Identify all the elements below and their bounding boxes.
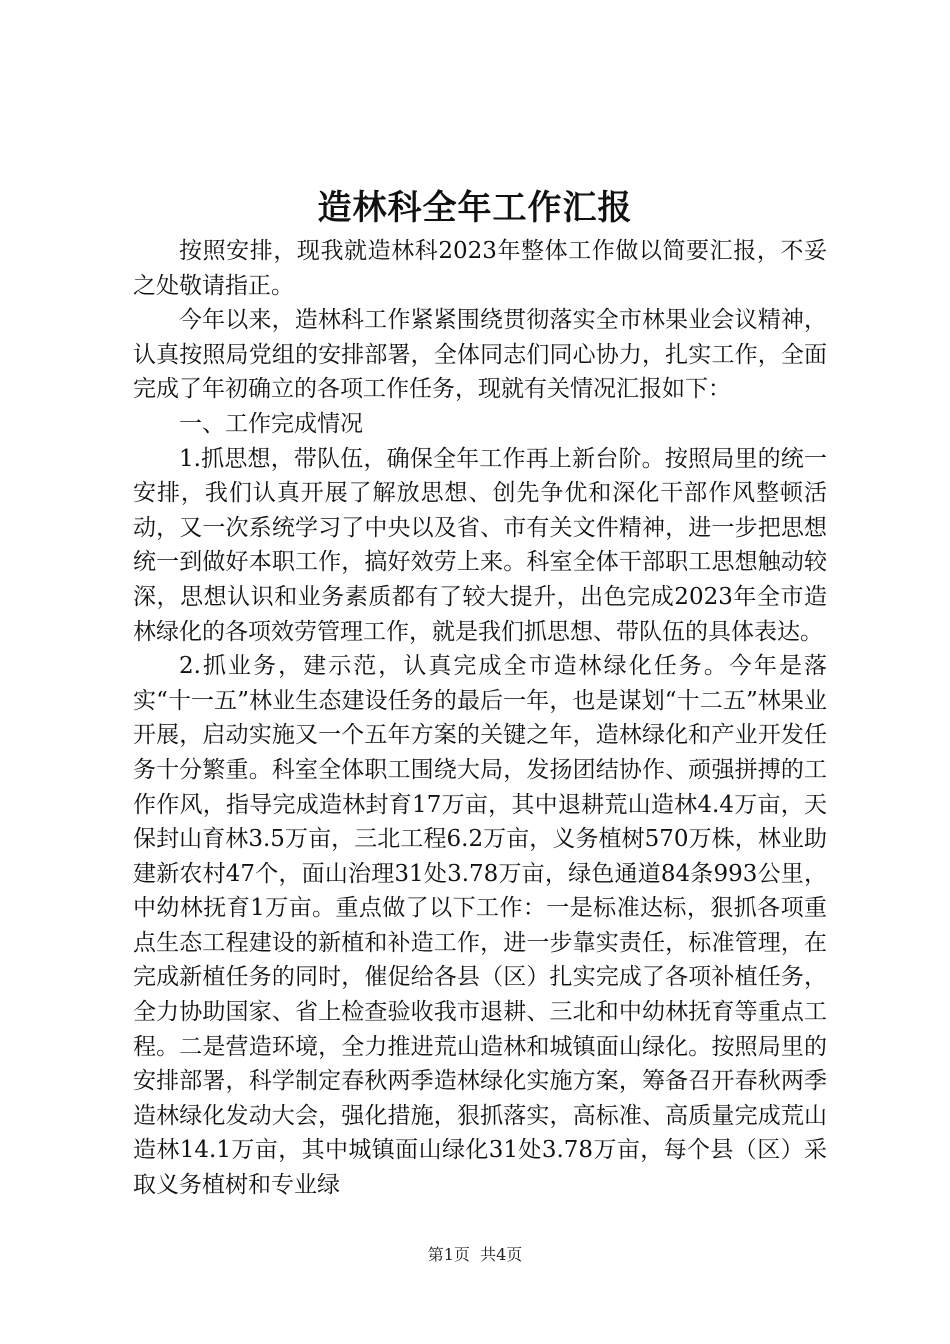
paragraph-overview: 今年以来，造林科工作紧紧围绕贯彻落实全市林果业会议精神，认真按照局党组的安排部署，全体同志们同心协力，扎实工作，全面完成了年初确立的各项工作任务，现就有关情况汇报如下： [133, 307, 827, 403]
document-body [133, 234, 827, 1203]
paragraph-item-2: 2.抓业务，建示范，认真完成全市造林绿化任务。今年是落实“十一五”林业生态建设任务的最后一年，也是谋划“十二五”林果业开展，启动实施又一个五年方案的关键之年，造林绿化和产业开发任务十分繁重。科室全体职工围绕大局，发扬团结协作、顽强拼搏的工作作风，指导完成造林封育17万亩，其中退耕荒山造林4.4万亩，天保封山育林3.5万亩，三北工程6.2万亩，义务植树570万株，林业助建新农村47个，面山治理31处3.78万亩，绿色通道84条993公里，中幼林抚育1万亩。重点做了以下工作：一是标准达标，狠抓各项重点生态工程建设的新植和补造工作，进一步靠实责任，标准管理，在完成新植任务的同时，催促给各县（区）扎实完成了各项补植任务，全力协助国家、省上检查验收我市退耕、三北和中幼林抚育等重点工程。二是营造环境，全力推进荒山造林和城镇面山绿化。按照局里的安排部署，科学制定春秋两季造林绿化实施方案，筹备召开春秋两季造林绿化发动大会，强化措施，狠抓落实，高标准、高质量完成荒山造林14.1万亩，其中城镇面山绿化31处3.78万亩，每个县（区）采取义务植树和专业绿 [133, 653, 827, 1199]
paragraph-item-1: 1.抓思想，带队伍，确保全年工作再上新台阶。按照局里的统一安排，我们认真开展了解放思想、创先争优和深化干部作风整顿活动，又一次系统学习了中央以及省、市有关文件精神，进一步把思想统一到做好本职工作，搞好效劳上来。科室全体干部职工思想触动较深，思想认识和业务素质都有了较大提升，出色完成2023年全市造林绿化的各项效劳管理工作，就是我们抓思想、带队伍的具体表达。 [133, 445, 827, 645]
page-number: 第1页 共4页 [427, 1245, 523, 1264]
document-title: 造林科全年工作汇报 [317, 188, 633, 228]
section-heading-work-completion: 一、工作完成情况 [179, 410, 363, 437]
paragraph-intro: 按照安排，现我就造林科2023年整体工作做以简要汇报，不妥之处敬请指正。 [133, 238, 827, 299]
page-footer [0, 1244, 950, 1266]
